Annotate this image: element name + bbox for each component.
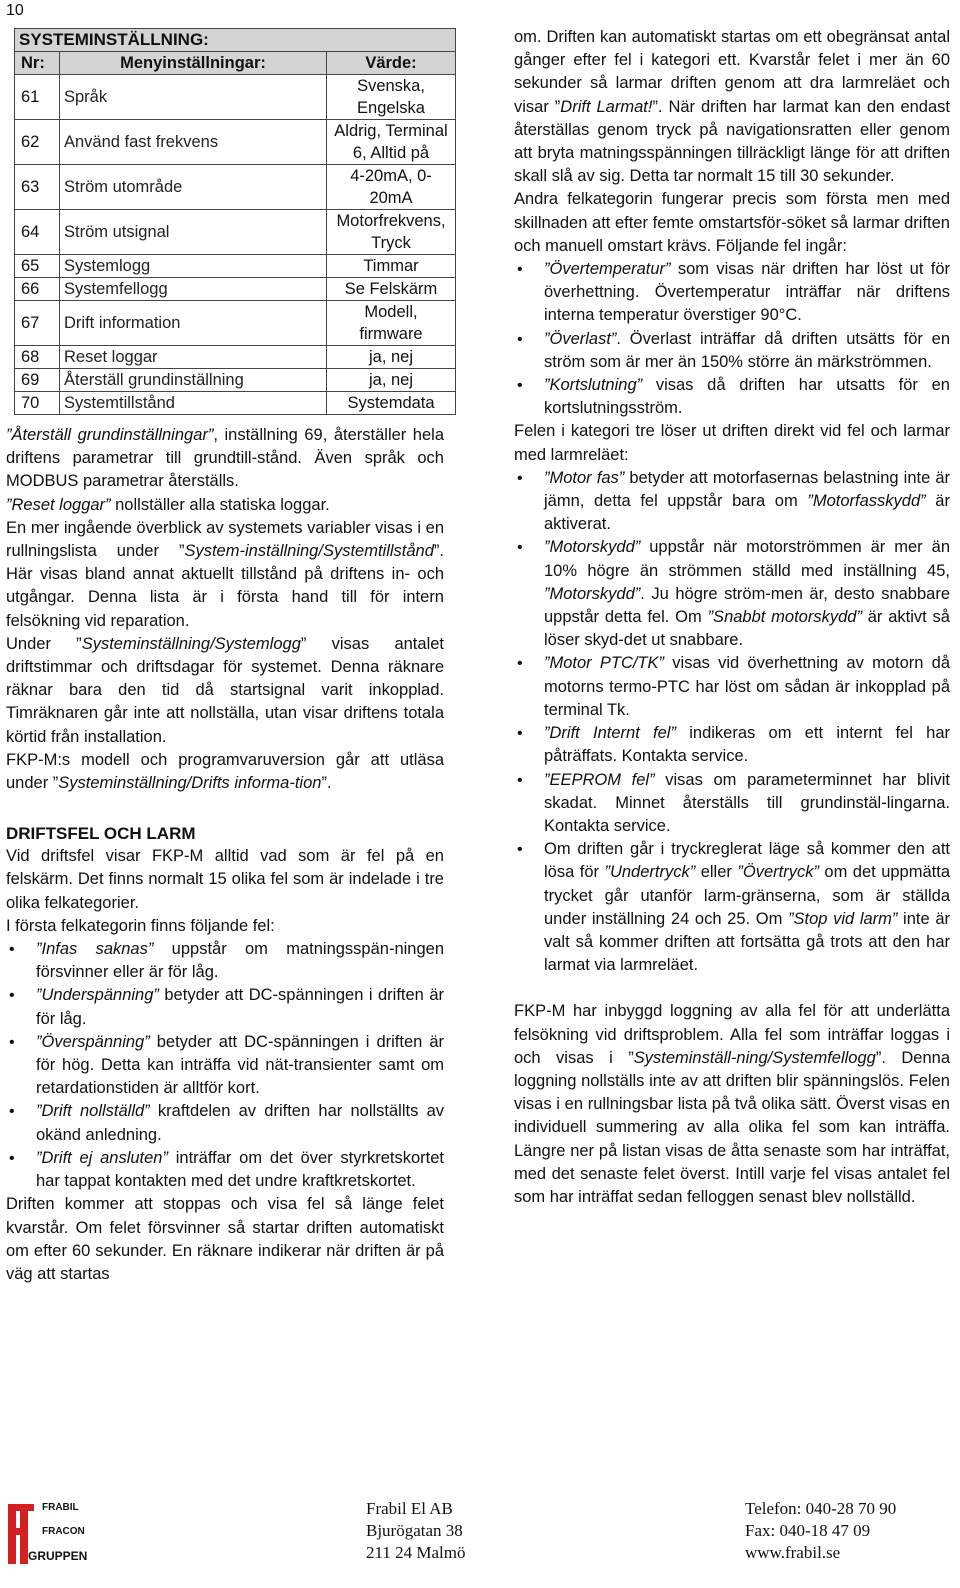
row-value: Timmar	[327, 255, 456, 278]
list-item: • ”Kortslutning” visas då driften har utsatts för en kortslutningsström.	[514, 374, 950, 420]
frabil-logo-icon	[4, 1498, 114, 1580]
footer-street: Bjurögatan 38	[366, 1521, 463, 1540]
list-item: • ”EEPROM fel” visas om parameterminnet har blivit skadat. Minnet återställs till grundinstäl-lingarna. Kontakta service.	[514, 769, 950, 839]
row-setting-name: Reset loggar	[60, 346, 327, 369]
row-number: 66	[15, 278, 60, 301]
paragraph-system-log: Under ”Systeminställning/Systemlogg” visas antalet driftstimmar och driftsdagar för systemet. Denna räknare räknar bara den tid då startsignal varit inkopplad. Timräknaren går inte att nollställa, utan visar driftens totala körtid från installation.	[6, 634, 444, 746]
list-item: • ”Motor PTC/TK” visas vid överhettning av motorn då motorns termo-PTC har löst om sådan är inkopplad på terminal Tk.	[514, 652, 950, 722]
row-setting-name: Drift information	[60, 301, 327, 346]
table-row	[15, 278, 456, 301]
paragraph-faults-intro: Vid driftsfel visar FKP-M alltid vad som är fel på en felskärm. Det finns normalt 15 olika fel som är indelade i tre olika felkategorier.	[6, 847, 444, 912]
row-value: Motorfrekvens, Tryck	[327, 210, 456, 255]
row-setting-name: Systemtillstånd	[60, 392, 327, 415]
row-value: Modell, firmware	[327, 301, 456, 346]
list-item: • ”Infas saknas” uppstår om matningsspän-ningen försvinner eller är för låg.	[6, 938, 444, 984]
table-title: SYSTEMINSTÄLLNING:	[15, 29, 456, 52]
row-value: Se Felskärm	[327, 278, 456, 301]
table-row	[15, 301, 456, 346]
category-two-list	[514, 258, 950, 420]
paragraph-reset-defaults: ”Återställ grundinställningar”, inställning 69, återställer hela driftens parametrar till grundtill-stånd. Även språk och MODBUS parametrar återställs.	[6, 426, 444, 491]
row-number: 67	[15, 301, 60, 346]
list-item: • ”Drift ej ansluten” inträffar om det över styrkretskortet har tappat kontakten med det undre kraftkretskortet.	[6, 1147, 444, 1193]
paragraph-system-state: En mer ingående överblick av systemets variabler visas i en rullningslista under ”System-inställning/Systemtillstånd”. Här visas bland annat aktuellt tillstånd på driftens in- och utgångar. Denna lista är i första hand till för intern felsökning vid reparation.	[6, 518, 444, 630]
table-row	[15, 210, 456, 255]
row-number: 61	[15, 75, 60, 120]
logo-text-frabil: FRABIL	[42, 1502, 79, 1513]
paragraph-category-one: I första felkategorin finns följande fel:	[6, 916, 275, 935]
row-number: 68	[15, 346, 60, 369]
list-item: • ”Drift Internt fel” indikeras om ett internt fel har påträffats. Kontakta service.	[514, 722, 950, 768]
row-value: ja, nej	[327, 346, 456, 369]
header-nr: Nr:	[15, 52, 60, 75]
row-setting-name: Använd fast frekvens	[60, 120, 327, 165]
footer-contact	[745, 1498, 896, 1564]
table-row	[15, 75, 456, 120]
table-row	[15, 369, 456, 392]
paragraph-model-info: FKP-M:s modell och programvaruversion går att utläsa under ”Systeminställning/Drifts informa-tion”.	[6, 750, 444, 793]
settings-table	[14, 28, 456, 415]
table-row	[15, 120, 456, 165]
list-item: • ”Överspänning” betyder att DC-spänningen i driften är för hög. Detta kan inträffa vid nät-transienter samt om retardationstiden är alltför kort.	[6, 1031, 444, 1101]
header-value: Värde:	[327, 52, 456, 75]
row-value: ja, nej	[327, 369, 456, 392]
right-column	[514, 26, 950, 1209]
row-number: 62	[15, 120, 60, 165]
list-item: • ”Motorskydd” uppstår när motorströmmen är mer än 10% högre än strömmen ställd med inställning 45, ”Motorskydd”. Ju högre ström-men är, desto snabbare uppstår detta fel. Om ”Snabbt motorskydd” är aktivt så löser skyd-det ut snabbare.	[514, 536, 950, 652]
table-row	[15, 346, 456, 369]
section-heading: DRIFTSFEL OCH LARM	[6, 824, 196, 844]
row-number: 69	[15, 369, 60, 392]
left-column	[6, 28, 448, 1286]
row-setting-name: Systemlogg	[60, 255, 327, 278]
table-row	[15, 392, 456, 415]
row-setting-name: Ström utområde	[60, 165, 327, 210]
row-setting-name: Språk	[60, 75, 327, 120]
row-number: 64	[15, 210, 60, 255]
footer-city: 211 24 Malmö	[366, 1543, 466, 1562]
company-logo	[4, 1498, 114, 1580]
row-number: 63	[15, 165, 60, 210]
list-item: • ”Motor fas” betyder att motorfasernas belastning inte är jämn, detta fel uppstår bara om ”Motorfasskydd” är aktiverat.	[514, 467, 950, 537]
table-row	[15, 255, 456, 278]
paragraph-restart: Driften kommer att stoppas och visa fel så länge felet kvarstår. Om felet försvinner så startar driften automatiskt om efter 60 sekunder. En räknare indikerar när driften är på väg att startas	[6, 1195, 444, 1283]
logo-text-fracon: FRACON	[42, 1526, 85, 1537]
row-value: Aldrig, Terminal 6, Alltid på	[327, 120, 456, 165]
paragraph-reset-logs: ”Reset loggar” nollställer alla statiska loggar.	[6, 495, 330, 514]
category-one-list	[6, 938, 444, 1193]
category-three-list	[514, 467, 950, 977]
list-item: • ”Överlast”. Överlast inträffar då driften utsätts för en ström som är mer än 150% större än märkströmmen.	[514, 328, 950, 374]
table-row	[15, 165, 456, 210]
footer-company: Frabil El AB	[366, 1499, 453, 1518]
list-item: • ”Drift nollställd” kraftdelen av driften har nollställts av okänd anledning.	[6, 1100, 444, 1146]
paragraph-category-three: Felen i kategori tre löser ut driften direkt vid fel och larmar med larmreläet:	[514, 422, 950, 464]
footer-web[interactable]: www.frabil.se	[745, 1543, 841, 1562]
row-value: Svenska, Engelska	[327, 75, 456, 120]
paragraph-fault-log: FKP-M har inbyggd loggning av alla fel för att underlätta felsökning vid driftsproblem. Alla fel som inträffar loggas i och visas i ”Systeminställ-ning/Systemfellogg”. Denna loggning nollställs inte av att driften blir spänningslös. Felen visas i en rullningsbar lista på två olika sätt. Överst visas en individuell summering av alla olika fel som kan inträffa. Längre ner på listan visas de åtta senaste som har inträffat, med det senaste felet överst. Intill varje fel visas antalet fel som har inträffat sedan felloggen senast blev nollställd.	[514, 1002, 950, 1206]
row-setting-name: Ström utsignal	[60, 210, 327, 255]
footer-fax: Fax: 040-18 47 09	[745, 1521, 871, 1540]
logo-text-gruppen: GRUPPEN	[28, 1549, 88, 1563]
row-number: 65	[15, 255, 60, 278]
row-setting-name: Återställ grundinställning	[60, 369, 327, 392]
list-item: • Om driften går i tryckreglerat läge så kommer den att lösa för ”Undertryck” eller ”Övertryck” om det uppmätta trycket går utanför larm-gränserna, som är ställda under inställning 24 och 25. Om ”Stop vid larm” inte är valt så kommer driften att fortsätta gå trots att den har larmat via larmreläet.	[514, 838, 950, 977]
paragraph-category-two: Andra felkategorin fungerar precis som första men med skillnaden att efter femte omstartsför-söket så larmar driften och manuell omstart krävs. Följande fel ingår:	[514, 190, 950, 255]
paragraph-restart-cont: om. Driften kan automatiskt startas om ett obegränsat antal gånger efter fel i kategori ett. Kvarstår felet i mer än 60 sekunder så larmar driften genom att dra larmreläet och visar ”Drift Larmat!”. När driften har larmat kan den endast återställas genom tryck på navigationsratten eller genom att bryta matningsspänningen tillräckligt länge för att driften skall slå av sig. Detta tar normalt 15 till 30 sekunder.	[514, 28, 950, 186]
row-value: Systemdata	[327, 392, 456, 415]
list-item: • ”Övertemperatur” som visas när driften har löst ut för överhettning. Övertemperatur inträffar när driftens interna temperatur överstiger 90°C.	[514, 258, 950, 328]
page-footer	[0, 1498, 960, 1588]
footer-address	[366, 1498, 465, 1564]
list-item: • ”Underspänning” betyder att DC-spänningen i driften är för låg.	[6, 984, 444, 1030]
row-setting-name: Systemfellogg	[60, 278, 327, 301]
header-menu: Menyinställningar:	[60, 52, 327, 75]
row-number: 70	[15, 392, 60, 415]
page-number: 10	[6, 2, 24, 19]
row-value: 4-20mA, 0-20mA	[327, 165, 456, 210]
footer-phone: Telefon: 040-28 70 90	[745, 1499, 897, 1518]
